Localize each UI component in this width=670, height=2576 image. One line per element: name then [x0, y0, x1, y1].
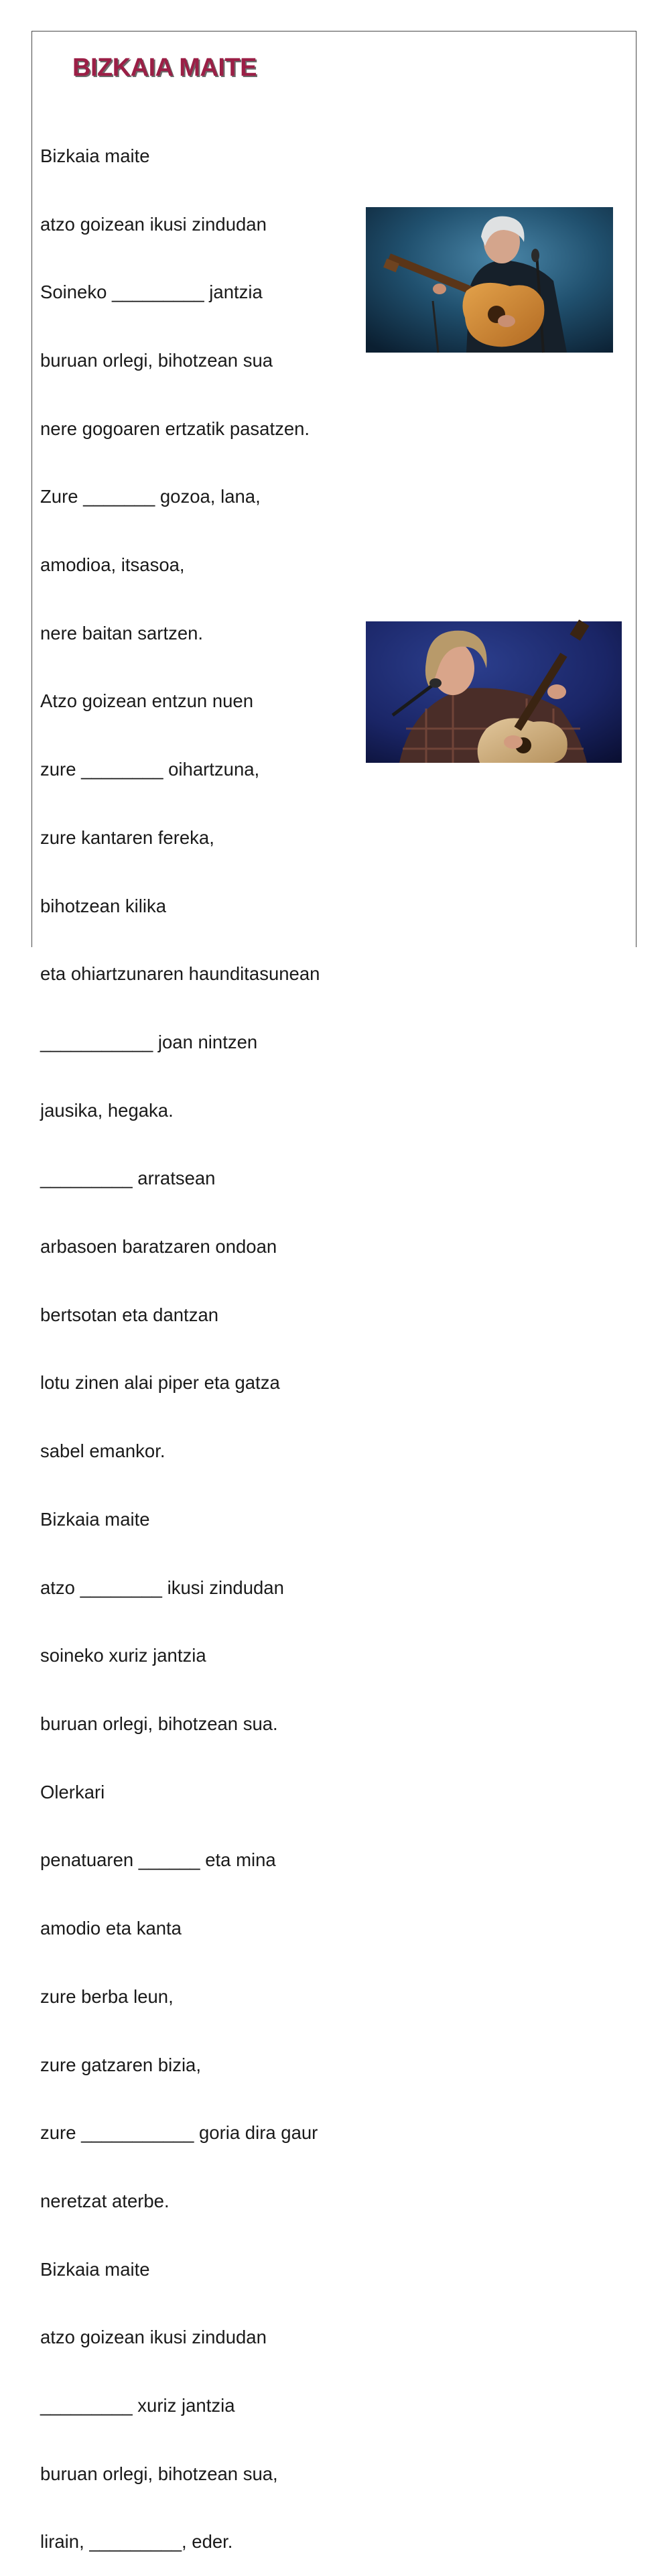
lyric-line: nere gogoaren ertzatik pasatzen. — [40, 418, 310, 439]
lyric-line: bihotzean kilika — [40, 895, 167, 916]
lyric-line: bertsotan eta dantzan — [40, 1304, 219, 1325]
singer-photo-1 — [366, 207, 613, 353]
lyric-line: Soineko _________ jantzia — [40, 282, 263, 303]
lyric-line: atzo ________ ikusi zindudan — [40, 1577, 284, 1598]
lyric-line: Zure _______ gozoa, lana, — [40, 486, 261, 507]
lyric-line: amodio eta kanta — [40, 1918, 182, 1939]
lyric-line: amodioa, itsasoa, — [40, 554, 185, 576]
lyric-line: Olerkari — [40, 1781, 105, 1802]
lyric-line: zure gatzaren bizia, — [40, 2054, 201, 2075]
lyric-line: _________ xuriz jantzia — [40, 2395, 235, 2416]
lyric-line: zure kantaren fereka, — [40, 826, 214, 848]
lyric-line: buruan orlegi, bihotzean sua. — [40, 1713, 278, 1734]
lyric-line: sabel emankor. — [40, 1440, 165, 1462]
lyric-line: Bizkaia maite — [40, 2258, 150, 2280]
lyric-line: neretzat aterbe. — [40, 2190, 170, 2211]
page-title: BIZKAIA MAITE — [72, 54, 257, 82]
lyric-line: Bizkaia maite — [40, 1508, 150, 1530]
lyric-line: lirain, _________, eder. — [40, 2531, 233, 2553]
lyric-line: penatuaren ______ eta mina — [40, 1849, 276, 1871]
lyrics-block — [40, 99, 320, 2576]
lyric-line: soineko xuriz jantzia — [40, 1645, 206, 1666]
lyric-line: atzo goizean ikusi zindudan — [40, 2327, 267, 2348]
lyric-line: _________ arratsean — [40, 1168, 216, 1189]
lyric-line: ___________ joan nintzen — [40, 1031, 258, 1052]
lyric-line: arbasoen baratzaren ondoan — [40, 1236, 277, 1258]
lyric-line: lotu zinen alai piper eta gatza — [40, 1372, 280, 1394]
lyric-line: zure berba leun, — [40, 1985, 174, 2007]
lyric-line: jausika, hegaka. — [40, 1099, 174, 1121]
lyric-line: atzo goizean ikusi zindudan — [40, 213, 267, 235]
lyric-line: eta ohiartzunaren haunditasunean — [40, 963, 320, 985]
lyric-line: Bizkaia maite — [40, 145, 150, 166]
lyric-line: buruan orlegi, bihotzean sua — [40, 349, 273, 371]
lyric-line: Atzo goizean entzun nuen — [40, 690, 254, 712]
lyric-line: zure ___________ goria dira gaur — [40, 2122, 318, 2144]
singer-photo-2 — [366, 621, 622, 763]
lyric-line: buruan orlegi, bihotzean sua, — [40, 2463, 278, 2484]
lyric-line: zure ________ oihartzuna, — [40, 759, 260, 780]
lyric-line: nere baitan sartzen. — [40, 622, 204, 643]
